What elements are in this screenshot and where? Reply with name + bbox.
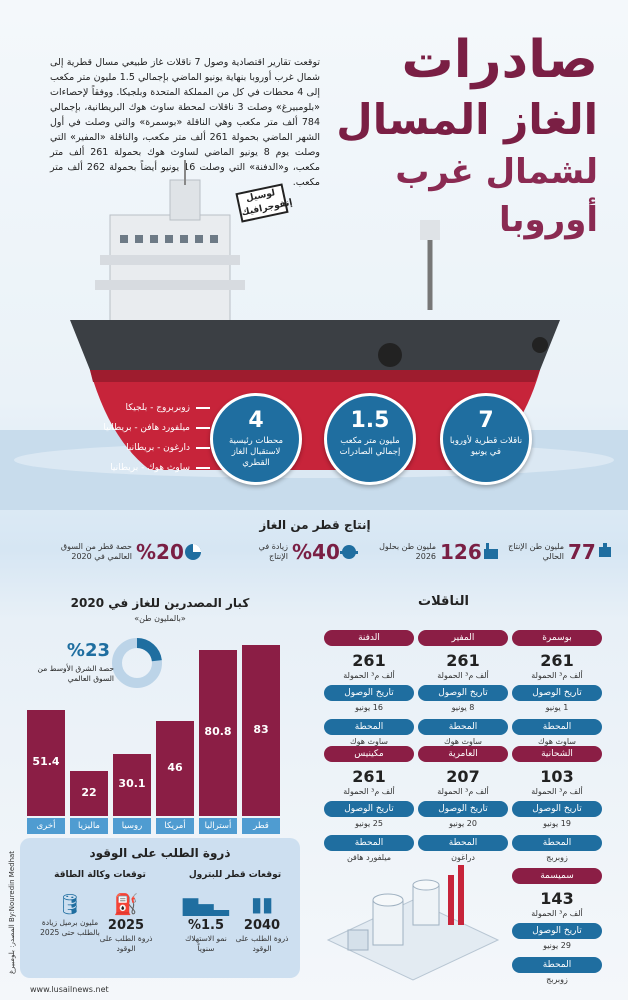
stations-list (60, 398, 210, 478)
demand-label: مليون برميل زيادة بالطلب حتى 2025 (40, 918, 100, 937)
production-item (500, 540, 614, 564)
carrier-name: بوسمرة (512, 630, 602, 646)
carrier-station-header: المحطة (418, 835, 508, 851)
share-label: حصة الشرق الأوسط من السوق العالمي (37, 664, 114, 683)
carrier-name: سميسمة (512, 868, 602, 884)
demand-group-iea: توقعات وكالة الطاقة (54, 870, 146, 880)
bar-category-label: ماليزيا (70, 818, 108, 834)
highlight-volume (324, 393, 416, 485)
station-item: ساوث هوك - بريطانيا (60, 458, 210, 478)
carrier-station: ساوث هوك (443, 737, 483, 746)
station-item: ميلفورد هافن - بريطانيا (60, 418, 210, 438)
demand-number: 2040 (243, 918, 281, 933)
production-number: 126 (440, 540, 482, 564)
highlight-label: ناقلات قطرية لأوروبا في يونيو (449, 436, 523, 457)
carrier-name: مكينيس (324, 746, 414, 762)
carrier-station-header: المحطة (324, 835, 414, 851)
carrier-date: 20 يونيو (449, 819, 477, 828)
pie-icon (184, 543, 202, 561)
demand-label: ذروة الطلب على الوقود (235, 934, 289, 953)
highlight-tankers (440, 393, 532, 485)
carrier-station: دراغون (451, 853, 475, 862)
carrier-name: العامرية (418, 746, 508, 762)
carrier-capacity-label: ألف م³ الحمولة (343, 671, 395, 680)
bar-category-label: أخرى (27, 818, 65, 834)
bar-value-label: 30.1 (118, 777, 146, 790)
carrier-capacity: 261 (446, 651, 480, 670)
rig-icon (596, 543, 614, 561)
credits (2, 780, 16, 990)
carrier-card (324, 630, 414, 749)
production-label: مليون طن بحلول 2026 (379, 542, 436, 561)
carrier-station: ساوث هوك (349, 737, 389, 746)
carrier-date: 25 يونيو (355, 819, 383, 828)
title-line-2: الغاز المسال (336, 95, 598, 144)
bar-value-label: 80.8 (204, 725, 232, 738)
carrier-name: المفير (418, 630, 508, 646)
demand-item (176, 890, 236, 954)
pump-icon: ⛽ (113, 892, 139, 916)
production-number: %20 (136, 540, 184, 564)
carrier-date: 19 يونيو (543, 819, 571, 828)
demand-title: ذروة الطلب على الوقود (89, 846, 231, 860)
production-number: %40 (292, 540, 340, 564)
chart-subtitle: «بالمليون طن» (134, 614, 186, 623)
credit-text: المصدر: بلومبيرغ By:Nouredin Medhat (8, 850, 16, 974)
bar-category-label: أمريكا (156, 818, 194, 834)
carrier-date: 1 يونيو (545, 703, 569, 712)
carriers-title: الناقلات (418, 594, 469, 609)
highlight-stations (210, 393, 302, 485)
chart-title: كبار المصدرين للغاز في 2020 (70, 596, 250, 610)
demand-number: 2025 (107, 918, 145, 933)
carrier-capacity: 261 (352, 767, 386, 786)
carrier-capacity: 261 (540, 651, 574, 670)
carrier-station: زوبربج (546, 975, 568, 984)
carrier-card (418, 630, 508, 749)
bar-value-label: 46 (167, 760, 183, 774)
middle-east-share-donut (112, 638, 162, 688)
bar-category-label: قطر (242, 818, 280, 834)
production-title: إنتاج قطر من الغاز (259, 518, 371, 532)
carrier-capacity: 143 (540, 889, 574, 908)
intro-paragraph: توقعت تقارير اقتصادية وصول 7 ناقلات غاز طبيعي مسال قطرية إلى شمال غرب أوروبا بنهاية يونيو الماضي بإجمالي 1.5 مليون متر مكعب إلى 4 محطات في كل من المملكة المتحدة وبلجيكا. ووفقاً لإحصاءات «بلومبيرغ» وصلت 3 ناقلات لمحطة ساوث هوك البريطانية، بإجمالي 784 ألف متر مكعب وهي الناقلة «بوسمرة» والتي وصلت في أول الشهر الماضي بحمولة 261 ألف متر مكعب، والناقلة «المفير» التي وصلت يوم 8 يونيو الماضي لساوث هوك بحمولة 261 ألف متر مكعب، و«الدفنة» التي وصلت 16 يونيو أيضاً بحمولة 262 ألف متر مكعب. (50, 57, 321, 188)
valve-icon (340, 543, 358, 561)
bar-category-label: روسيا (113, 818, 151, 834)
production-label: مليون طن الإنتاج الحالي (508, 542, 564, 561)
bar-category-label: أستراليا (199, 818, 237, 834)
highlight-number: 4 (248, 408, 264, 433)
carrier-station-header: المحطة (324, 719, 414, 735)
carrier-card (512, 868, 602, 987)
carrier-capacity-label: ألف م³ الحمولة (531, 671, 583, 680)
bars-icon: ▮▮ (250, 892, 273, 916)
plant-icon (482, 543, 500, 561)
station-item: دارغون - بريطانيا (60, 438, 210, 458)
growth-icon: ▂▄▆ (182, 892, 230, 916)
carrier-capacity: 261 (352, 651, 386, 670)
demand-item (40, 890, 100, 938)
highlight-label: محطات رئيسية لاستقبال الغاز القطري (228, 436, 284, 468)
carrier-date-header: تاريخ الوصول (324, 685, 414, 701)
carrier-station-header: المحطة (512, 957, 602, 973)
bar-value-label: 83 (253, 722, 269, 736)
carrier-name: الدفنة (324, 630, 414, 646)
lusail-stamp-logo: لوسيل إنفوجرافيك (235, 183, 288, 222)
carrier-capacity-label: ألف م³ الحمولة (437, 671, 489, 680)
production-label: زيادة في الإنتاج (258, 542, 288, 561)
highlight-number: 1.5 (350, 408, 390, 433)
carrier-station-header: المحطة (512, 835, 602, 851)
production-item (232, 540, 358, 564)
carrier-capacity-label: ألف م³ الحمولة (343, 787, 395, 796)
carrier-card (512, 630, 602, 749)
footer-url[interactable]: www.lusailnews.net (30, 985, 109, 994)
carrier-capacity-label: ألف م³ الحمولة (437, 787, 489, 796)
carrier-date: 16 يونيو (355, 703, 383, 712)
carrier-capacity-label: ألف م³ الحمولة (531, 787, 583, 796)
production-item (372, 540, 500, 564)
carrier-capacity-label: ألف م³ الحمولة (531, 909, 583, 918)
carrier-station: ساوث هوك (537, 737, 577, 746)
carrier-capacity: 207 (446, 767, 480, 786)
bar-value-label: 22 (81, 785, 97, 799)
carrier-date-header: تاريخ الوصول (512, 801, 602, 817)
gas-plant-illustration (318, 860, 508, 985)
highlight-number: 7 (478, 408, 494, 433)
carrier-station: زوبربج (546, 853, 568, 862)
carrier-date-header: تاريخ الوصول (512, 923, 602, 939)
carrier-name: الشحانية (512, 746, 602, 762)
production-label: حصة قطر من السوق العالمي في 2020 (60, 542, 132, 561)
carrier-date: 8 يونيو (451, 703, 475, 712)
demand-label: ذروة الطلب على الوقود (99, 934, 153, 953)
demand-label: نمو الاستهلاك سنوياً (185, 934, 227, 953)
carrier-station-header: المحطة (512, 719, 602, 735)
production-item (36, 540, 202, 564)
production-number: 77 (568, 540, 596, 564)
title-line-3: لشمال غرب أوروبا (395, 152, 598, 240)
barrel-icon: 🛢 (57, 892, 83, 916)
carrier-date-header: تاريخ الوصول (512, 685, 602, 701)
share-value: %23 (66, 640, 110, 661)
carrier-card (418, 746, 508, 865)
highlight-label: مليون متر مكعب إجمالي الصادرات (339, 436, 401, 457)
carrier-date: 29 يونيو (543, 941, 571, 950)
carrier-station-header: المحطة (418, 719, 508, 735)
demand-item (232, 890, 292, 954)
carrier-date-header: تاريخ الوصول (418, 801, 508, 817)
demand-number: %1.5 (187, 918, 225, 933)
carrier-station: ميلفورد هافن (346, 853, 392, 862)
bar-value-label: 51.4 (32, 755, 60, 768)
station-item: زوبربروج - بلجيكا (60, 398, 210, 418)
title-line-1: صادرات (401, 30, 598, 90)
demand-group-qp: توقعات قطر للبترول (188, 870, 282, 880)
carrier-card (512, 746, 602, 865)
demand-item (96, 890, 156, 954)
carrier-card (324, 746, 414, 865)
carrier-date-header: تاريخ الوصول (418, 685, 508, 701)
carrier-capacity: 103 (540, 767, 574, 786)
carrier-date-header: تاريخ الوصول (324, 801, 414, 817)
